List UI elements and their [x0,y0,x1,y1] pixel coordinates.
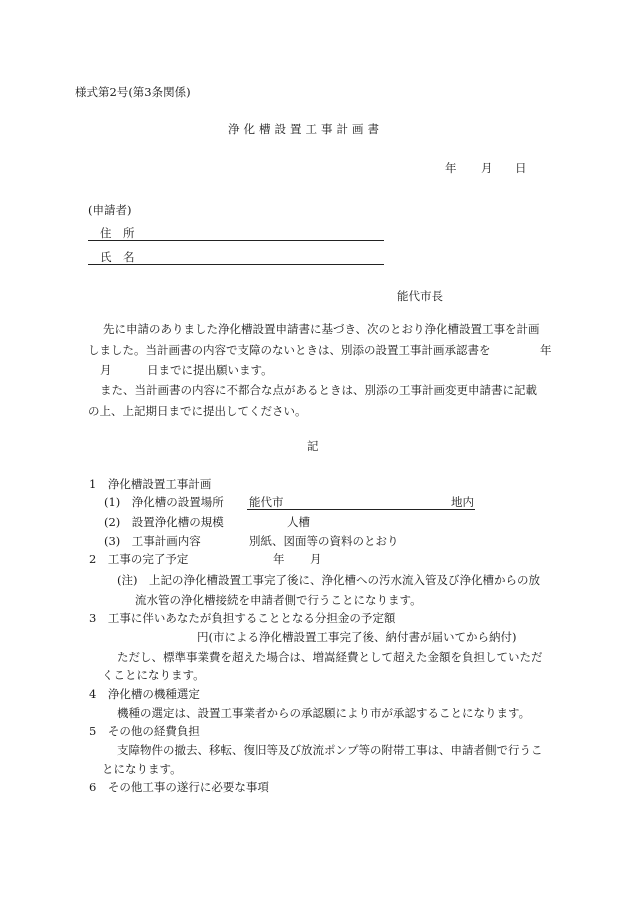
body-paragraph-1-line-3: 日までに提出願います。 [147,363,273,377]
section-1-3-label: (3) 工事計画内容 [104,534,201,548]
contribution-amount: 円(市による浄化槽設置工事完了後、納付書が届いてから納付) [197,630,517,644]
address-underline [88,240,384,241]
installation-city: 能代市 [249,495,284,509]
applicant-heading: (申請者) [88,203,132,217]
date-month-label: 月 [481,161,493,175]
installation-area-suffix: 地内 [451,495,474,509]
section-6-heading: 6 その他工事の遂行に必要な事項 [89,780,269,794]
section-3-note-line-1: ただし、標準事業費を超えた場合は、増嵩経費として超えた金額を負担していただ [117,650,543,664]
section-5-text-line-1: 支障物件の撤去、移転、復旧等及び放流ポンプ等の附帯工事は、申請者側で行うこ [117,743,543,757]
name-label: 氏 名 [100,250,135,264]
completion-year-label: 年 [273,552,285,566]
installation-site-underline [247,509,475,510]
ki-heading: 記 [307,439,319,453]
section-4-text: 機種の選定は、設置工事業者からの承認願により市が承認することになります。 [117,706,531,720]
body-paragraph-2-line-1: また、当計画書の内容に不都合な点があるときは、別添の工事計画変更申請書に記載 [100,383,537,397]
completion-month-label: 月 [310,552,322,566]
section-5-text-line-2: とになります。 [102,762,182,776]
body-paragraph-1-line-2: しました。当計画書の内容で支障のないときは、別添の設置工事計画承認書を [88,343,491,357]
section-2-note-line-2: 流水管の浄化槽接続を申請者側で行うことになります。 [135,593,422,607]
address-label: 住 所 [100,226,135,240]
section-2-note-line-1: (注) 上記の浄化槽設置工事完了後に、浄化槽への汚水流入管及び浄化槽からの放 [117,573,540,587]
form-number: 様式第2号(第3条関係) [75,85,191,99]
section-4-heading: 4 浄化槽の機種選定 [89,687,200,701]
date-day-label: 日 [515,161,527,175]
section-5-heading: 5 その他の経費負担 [89,724,200,738]
body-paragraph-2-line-2: の上、上記期日までに提出してください。 [88,404,307,418]
deadline-month-label: 月 [100,363,112,377]
date-year-label: 年 [445,161,457,175]
section-1-1-label: (1) 浄化槽の設置場所 [104,495,224,509]
addressee: 能代市長 [397,289,443,303]
construction-plan-value: 別紙、図面等の資料のとおり [249,534,399,548]
capacity-unit: 人槽 [287,515,310,529]
document-title: 浄化槽設置工事計画書 [228,122,383,136]
deadline-year-label: 年 [540,343,552,357]
section-2-heading: 2 工事の完了予定 [89,552,189,566]
section-3-note-line-2: くことになります。 [102,668,205,682]
section-1-heading: 1 浄化槽設置工事計画 [89,477,212,491]
section-3-heading: 3 工事に伴いあなたが負担することとなる分担金の予定額 [89,611,396,625]
body-paragraph-1-line-1: 先に申請のありました浄化槽設置申請書に基づき、次のとおり浄化槽設置工事を計画 [103,322,540,336]
section-1-2-label: (2) 設置浄化槽の規模 [104,515,224,529]
name-underline [88,264,384,265]
